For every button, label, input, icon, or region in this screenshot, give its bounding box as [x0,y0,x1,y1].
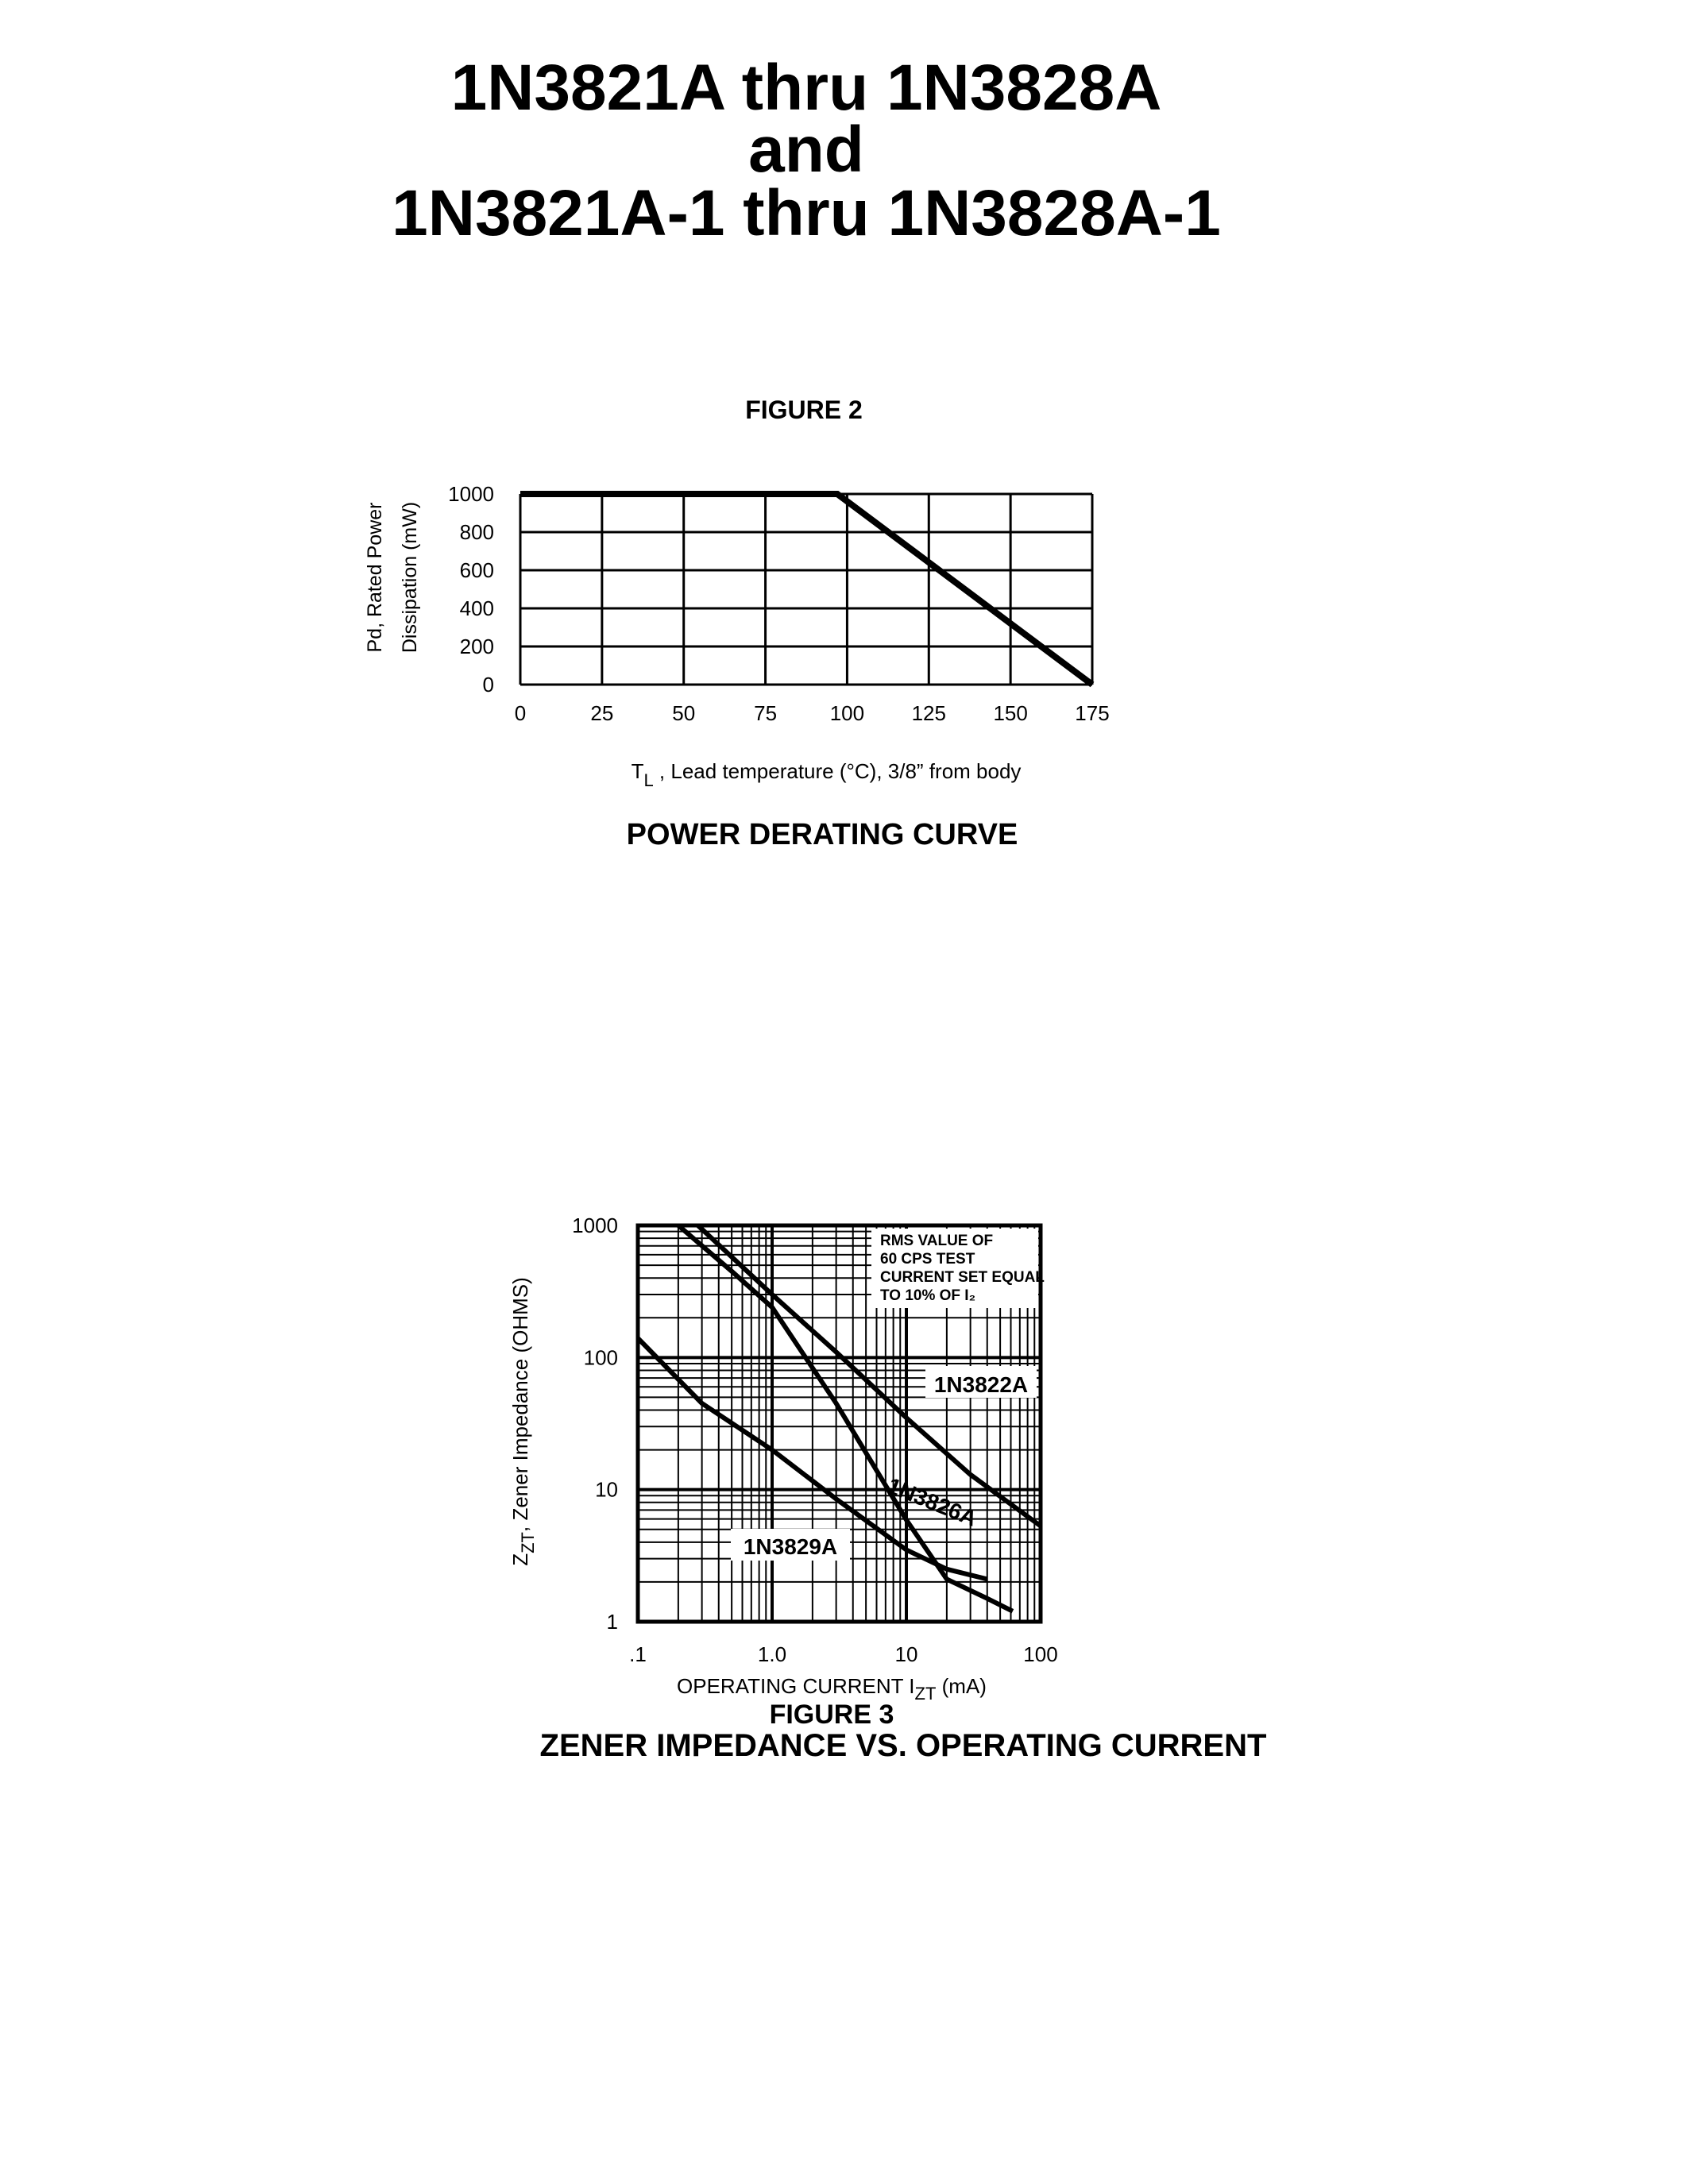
figure-3-caption: ZENER IMPEDANCE VS. OPERATING CURRENT [539,1728,1267,1763]
x-axis-label: $T_L$ , Lead temperature (°C), 3/8” from body [631,759,1022,790]
title-line-3: 1N3821A-1 thru 1N3828A-1 [392,177,1221,249]
title-line-1: 1N3821A thru 1N3828A [450,52,1162,124]
y-tick-label: 400 [459,596,494,620]
x-tick-label: 100 [1023,1642,1058,1666]
x-tick-label: 150 [993,701,1028,725]
figure-3-label: FIGURE 3 [769,1700,894,1730]
y-tick-label: 0 [482,673,494,696]
title-line-2: and [748,114,864,186]
x-tick-label: 100 [829,701,865,725]
curve-label-1n3822a: 1N3822A [933,1372,1029,1397]
y-tick-label: 1000 [448,482,494,506]
x-tick-label: 25 [590,701,614,725]
x-tick-label: 1.0 [757,1642,787,1666]
x-tick-label: 125 [911,701,946,725]
y-axis-label-line-2: Dissipation (mW) [399,501,421,654]
y-tick-label: 1 [606,1610,618,1634]
annotation-line: CURRENT SET EQUAL [880,1269,1045,1287]
figure-2-caption: POWER DERATING CURVE [626,818,1018,851]
y-tick-label: 800 [459,520,494,544]
x-tick-label: 50 [672,701,696,725]
x-tick-label: 0 [514,701,527,725]
x-tick-label: 10 [894,1642,918,1666]
x-axis-label: OPERATING CURRENT $I_{ZT}$ (mA) [677,1674,987,1704]
x-tick-label: 175 [1075,701,1110,725]
y-tick-label: 200 [459,635,494,658]
figure-2-label: FIGURE 2 [745,396,863,424]
y-axis-label: $Z_{ZT}$, Zener Impedance (OHMS) [508,1277,538,1566]
x-tick-label: .1 [629,1642,647,1666]
y-tick-label: 600 [459,558,494,582]
y-tick-label: 10 [595,1477,618,1502]
annotation-line: TO 10% OF I₂ [880,1287,976,1305]
annotation-line: 60 CPS TEST [880,1251,975,1268]
x-tick-label: 75 [754,701,778,725]
y-axis-label-line-1: Pd, Rated Power [364,502,386,653]
annotation-line: RMS VALUE OF [880,1233,994,1250]
y-tick-label: 1000 [572,1214,618,1237]
curve-label-1n3826a: 1N3826A [883,1472,981,1531]
curve-label-1n3829a: 1N3829A [743,1534,838,1559]
y-tick-label: 100 [583,1345,618,1370]
